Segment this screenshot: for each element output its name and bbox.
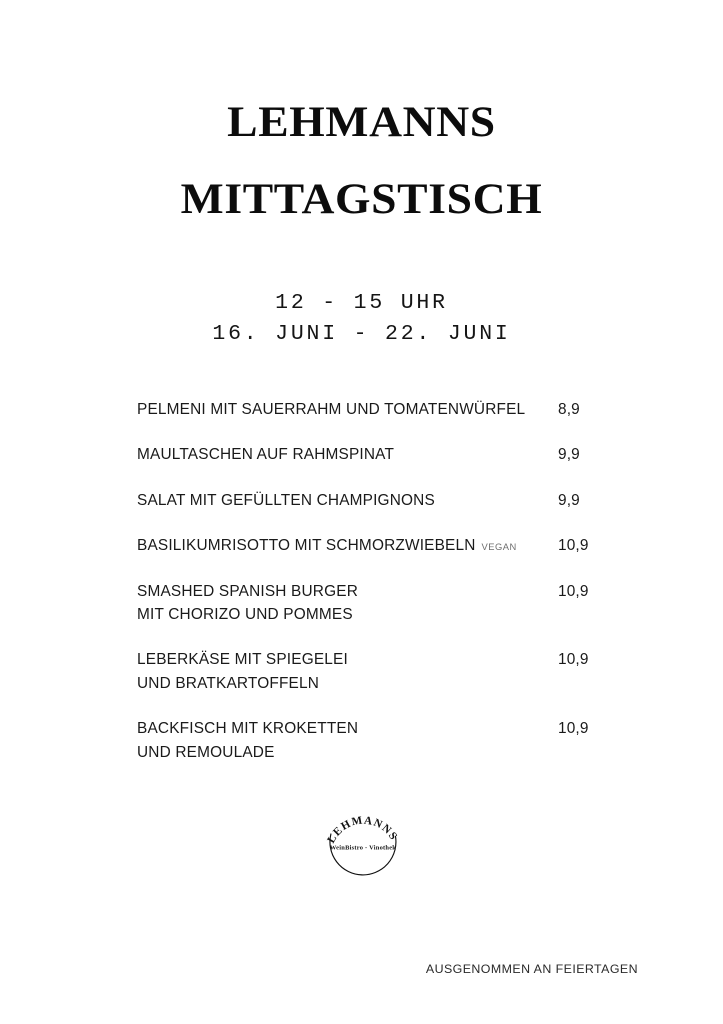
restaurant-logo	[326, 806, 400, 880]
logo-subtitle-label: WeinBistro - Vinothek	[329, 844, 397, 852]
menu-item-name	[137, 534, 607, 557]
menu-item-price: 10,9	[558, 582, 589, 600]
menu-list	[137, 398, 607, 764]
menu-item-name-line: SALAT MIT GEFÜLLTEN CHAMPIGNONS	[137, 491, 435, 509]
title-line-menu-type: mittagstisch	[180, 158, 543, 227]
service-info	[0, 288, 723, 349]
menu-item-name-line: SMASHED SPANISH BURGER	[137, 582, 358, 600]
menu-item-price: 9,9	[558, 491, 580, 509]
menu-item-name-line	[137, 534, 517, 557]
menu-item-name-line: UND BRATKARTOFFELN	[137, 674, 320, 692]
menu-item	[137, 580, 607, 627]
menu-item	[137, 398, 607, 421]
menu-item-name	[137, 443, 607, 466]
menu-item-name-line: MAULTASCHEN AUF RAHMSPINAT	[137, 446, 395, 464]
menu-item-price: 10,9	[558, 720, 589, 738]
logo-circle-icon	[330, 834, 396, 875]
menu-item-name-line: UND REMOULADE	[137, 743, 275, 761]
menu-item-price: 10,9	[558, 651, 589, 669]
menu-item	[137, 648, 607, 695]
menu-item-name	[137, 717, 607, 764]
service-date-range: 16. JUNI - 22. JUNI	[212, 321, 511, 346]
title-line-restaurant-name: lehmanns	[227, 82, 496, 150]
menu-item	[137, 443, 607, 466]
menu-item-diet-tag: VEGAN	[481, 541, 517, 553]
menu-item-name	[137, 580, 607, 627]
menu-item-name-text: BASILIKUMRISOTTO MIT SCHMORZWIEBELN	[137, 537, 476, 555]
menu-item-name	[137, 398, 607, 421]
menu-item-name-line: PELMENI MIT SAUERRAHM UND TOMATENWÜRFEL	[137, 401, 526, 418]
menu-item-price: 8,9	[558, 401, 580, 418]
menu-item-name-line: MIT CHORIZO UND POMMES	[137, 606, 353, 624]
menu-item-name	[137, 648, 607, 695]
menu-item-name	[137, 489, 607, 512]
service-hours: 12 - 15 UHR	[275, 291, 448, 315]
menu-item	[137, 717, 607, 764]
menu-item-name-line: LEBERKÄSE MIT SPIEGELEI	[137, 651, 348, 669]
page-title	[0, 82, 723, 227]
menu-item	[137, 534, 607, 557]
menu-item-price: 9,9	[558, 446, 580, 464]
menu-item-name-line: BACKFISCH MIT KROKETTEN	[137, 720, 359, 738]
menu-item-price: 10,9	[558, 537, 589, 555]
footer-note: AUSGENOMMEN AN FEIERTAGEN	[425, 962, 638, 976]
menu-item	[137, 489, 607, 512]
logo-arc-label: LEHMANNS	[325, 814, 400, 846]
